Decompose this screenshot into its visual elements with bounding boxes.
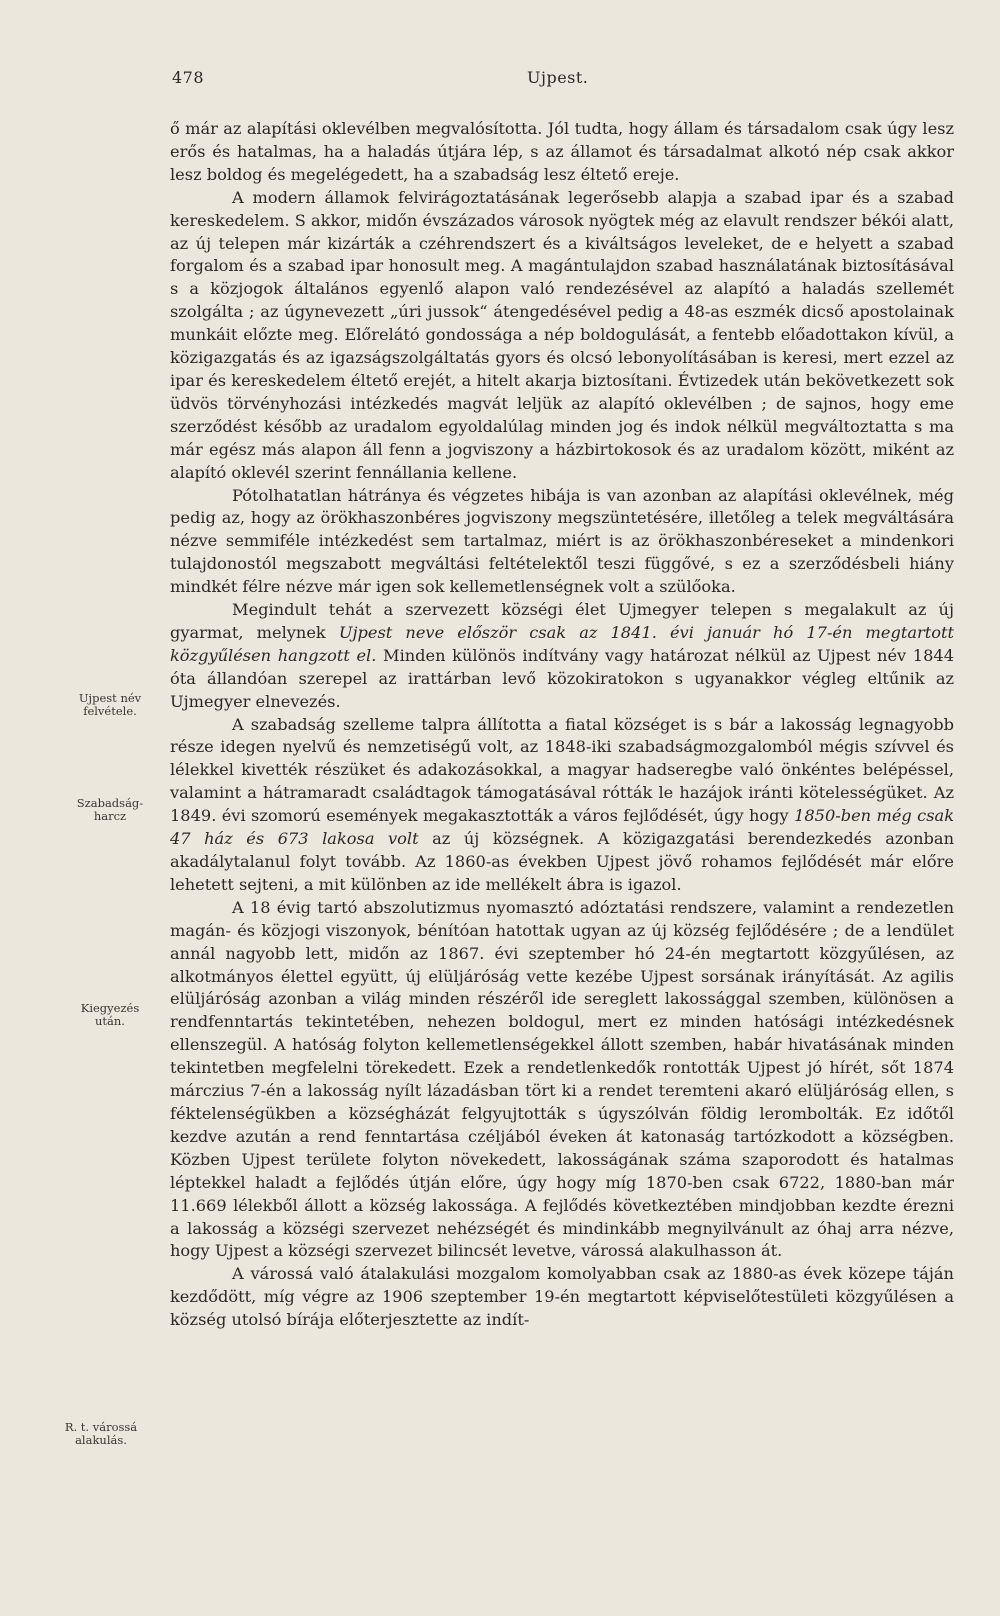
marginal-note-line: R. t. várossá — [64, 1420, 138, 1434]
paragraph: A 18 évig tartó abszolutizmus nyomasztó adóztatási rendszere, valamint a rendezetlen magán- és közjogi viszonyok, bénítóan hatottak ugyan az új község fejlődésére ; de a lendület annál nagyobb lett, midőn az 1867. évi szeptember hó 24-én megtartott közgyűlésen, az alkotmányos élettel együtt, új elüljáróság vette kezébe Ujpest sorsának irányítását. Az agilis elüljáróság azonban a világ minden részéről ide sereglett lakossággal szemben, különösen a rendfenntartás tekintetében, nehezen boldogul, mert ez minden hatósági intézkedésnek ellenszegül. A hatóság folyton kellemetlenségekkel állott szemben, habár hivatásának minden tekintetben megfelelni törekedett. Ezek a rendetlenkedők rontották Ujpest jó hírét, sőt 1874 márczius 7-én a lakosság nyílt lázadásban tört ki a rendet teremteni akaró elüljáróság ellen, s féktelenségükben a községházát felgyujtották s úgyszólván földig lerombolták. Ez időtől kezdve azután a rend fenntartása czéljából éveken át katonaság tartózkodott a községben. Közben Ujpest területe folyton növekedett, lakosságának száma szaporodott és hatalmas léptekkel haladt a fejlődés útján előre, úgy hogy míg 1870-ben csak 6722, 1880-ban már 11.669 lélekből állott a község lakossága. A fejlődés következtében mindjobban kezdte érezni a lakosság a községi szervezet nehézségét és mindinkább megnyilvánult az óhaj arra nézve, hogy Ujpest a községi szervezet bilincsét levetve, várossá alakulhasson át. — [170, 897, 954, 1261]
marginal-note-kiegyezes — [56, 1002, 164, 1028]
marginal-note-line: Szabadság- — [76, 796, 144, 810]
paragraph: ő már az alapítási oklevélben megvalósította. Jól tudta, hogy állam és társadalom csak úgy lesz erős és hatalmas, ha a haladás útjára lép, s az államot és társadalmat alkotó nép csak akkor lesz boldog és megelégedett, ha a szabadság lesz éltető ereje. — [170, 119, 954, 184]
paragraph-text: Megindult tehát a szervezett községi élet Ujmegyer telepen s megalakult az új gyarmat, melynek — [170, 600, 954, 642]
marginal-note-line: Kiegyezés — [80, 1001, 140, 1015]
marginal-note-line: felvétele. — [83, 704, 137, 718]
page-header — [172, 68, 952, 98]
paragraph — [170, 714, 954, 897]
marginal-note-line: után. — [95, 1014, 125, 1028]
marginal-note-szabadsagharcz — [56, 797, 164, 823]
marginal-note-ujpest-nev — [56, 692, 164, 718]
page-number: 478 — [172, 68, 205, 87]
paragraph: Pótolhatatlan hátránya és végzetes hibája is van azonban az alapítási oklevélnek, még pedig az, hogy az örökhaszonbéres jogviszony megszüntetésére, illetőleg a telek megváltására nézve semmiféle intézkedést sem tartalmaz, miért is az örökhaszonbéreseket a mindenkori tulajdonostól megszabott megváltási feltételektől teszi függővé, s ez a szerződésbeli hiány mindkét félre nézve már igen sok kellemetlenségnek volt a szülőoka. — [170, 485, 954, 597]
paragraph-text: Minden különös indítvány vagy határozat nélkül az Ujpest név 1844 óta állandóan szerepel az irattárban levő közokiratokon s ugyanakkor végleg eltűnik az Ujmegyer elnevezés. — [170, 645, 954, 711]
paragraph: A várossá való átalakulási mozgalom komolyabban csak az 1880-as évek közepe táján kezdődött, míg végre az 1906 szeptember 19-én megtartott képviselőtestületi közgyűlésen a község utolsó bírája előterjesztette az indít- — [170, 1264, 954, 1330]
paragraph-text: az új községnek. A közigazgatási berendezkedés azonban akadálytalanul folyt tovább. Az 1860-as években Ujpest jövő rohamos fejlődését már előre lehetett sejteni, a mit különben az ide mellékelt ábra is igazol. — [170, 829, 954, 894]
paragraph — [170, 599, 954, 714]
body-text — [170, 118, 954, 1332]
marginal-note-varossa-alakulas — [42, 1421, 160, 1447]
paragraph: A modern államok felvirágoztatásának legerősebb alapja a szabad ipar és a szabad kereskedelem. S akkor, midőn évszázados városok nyögtek még az elavult rendszer békói alatt, az új telepen már kizárták a czéhrendszert és a kiváltságos leveleket, de e helyett a szabad forgalom és a szabad ipar honosult meg. A magántulajdon szabad használatának biztosításával s a közjogok általános egyenlő alapon való rendezésével az alapító a haladás szellemét szolgálta ; az úgynevezett „úri jussok“ átengedésével pedig a 48-as eszmék dicső apostolainak munkáit előzte meg. Előrelátó gondossága a nép boldogulását, a fentebb előadottakon kívül, a közigazgatás és az igazságszolgáltatás gyors és olcsó lebonyolításában is keresi, mert ezzel az ipar és kereskedelem éltető erejét, a hitelt akarja biztosítani. Évtizedek után bekövetkezett sok üdvös törvényhozási intézkedés magvát leljük az alapító oklevélben ; de sajnos, hogy eme szerződést később az uradalom egyoldalúlag minden jog és indok nélkül megváltoztatta s ma már egész más alapon áll fenn a jogviszony a házbirtokosok és az uradalom között, miként az alapító oklevél szerint fennállania kellene. — [170, 187, 954, 482]
italic-emphasis: Ujpest neve először csak az 1841. évi január hó 17-én megtartott közgyűlésen hangzott el. — [170, 622, 954, 665]
marginal-note-line: harcz — [93, 809, 127, 823]
marginal-note-line: Ujpest név — [78, 691, 142, 705]
italic-emphasis: 1850-ben még csak 47 ház és 673 lakosa volt — [170, 806, 955, 849]
running-title: Ujpest. — [527, 68, 589, 87]
marginal-note-line: alakulás. — [75, 1433, 127, 1447]
paragraph-text: A szabadság szelleme talpra állította a fiatal községet is s bár a lakosság legnagyobb része idegen nyelvű és nemzetiségű volt, az 1848-iki szabadságmozgalomból mégis szívvel és lélekkel kivették részüket és adakozásokkal, a magyar hadseregbe való önkéntes belépéssel, valamint a hátramaradt családtagok támogatásával rótták le hazájok iránti kötelességüket. Az 1849. évi szomorú események megakasztották a város fejlődését, úgy hogy — [170, 714, 954, 826]
